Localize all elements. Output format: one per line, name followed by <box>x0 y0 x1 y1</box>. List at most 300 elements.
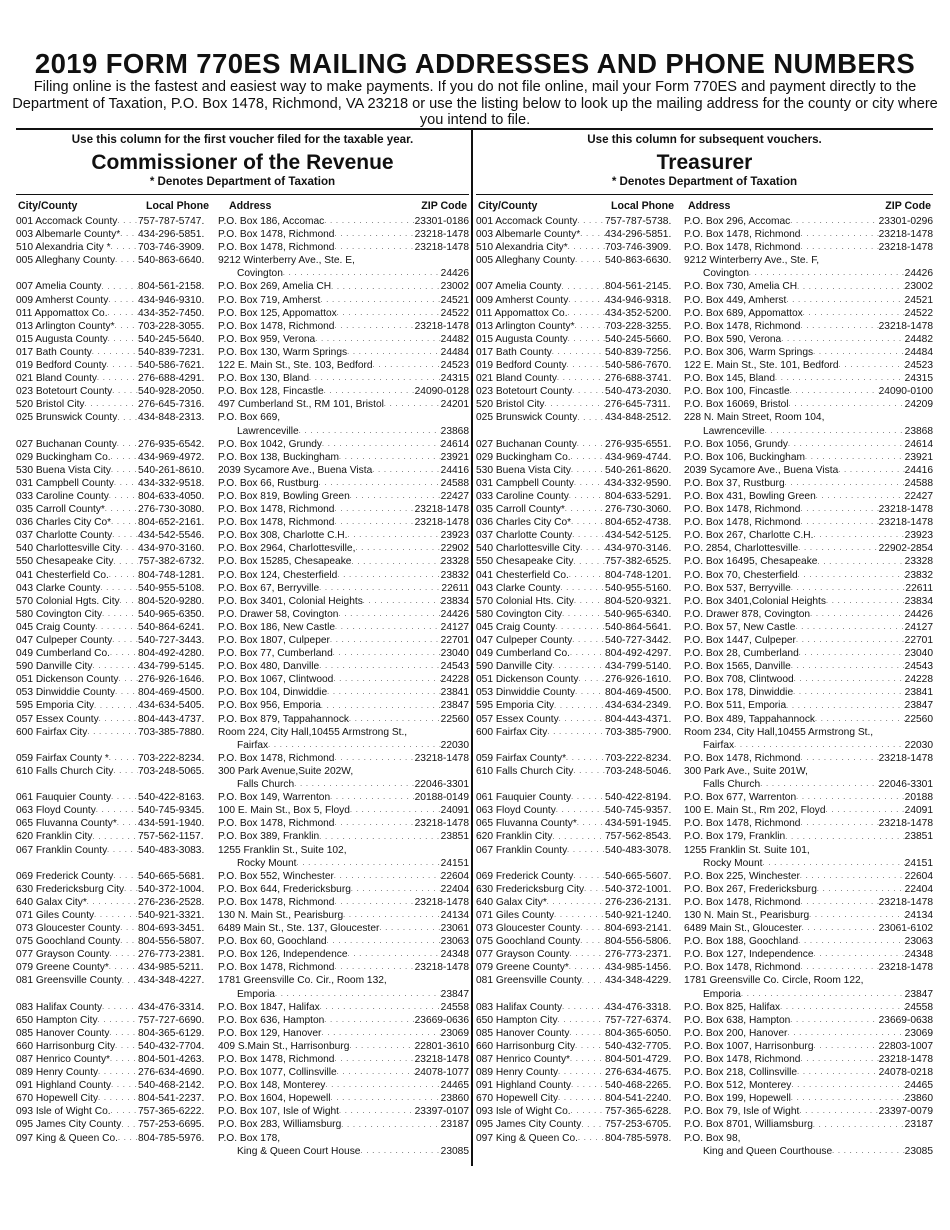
city-leader <box>476 909 605 922</box>
address-cell <box>218 333 469 346</box>
local-phone: 540-665-5681 <box>138 870 202 882</box>
dot-leader <box>562 281 605 294</box>
dot-leader <box>577 412 605 425</box>
city-name: 079 Greene County* <box>16 962 109 974</box>
address-leader <box>684 739 933 752</box>
phone-cell <box>138 857 218 870</box>
phone-sep: . <box>201 1014 205 1026</box>
zip-code: 23841 <box>904 687 933 699</box>
phone-leader <box>605 1001 684 1014</box>
phone-leader <box>605 215 684 228</box>
address-leader <box>684 752 933 765</box>
city-cell <box>16 254 138 267</box>
table-row <box>476 241 933 254</box>
phone-sep: . <box>201 1054 205 1065</box>
address-cell <box>684 542 933 555</box>
zip-code: 24465 <box>904 1080 933 1092</box>
left-table-header <box>16 200 469 215</box>
city-leader <box>476 974 605 987</box>
dot-leader <box>577 438 605 451</box>
dot-leader <box>579 673 605 686</box>
dot-leader <box>119 673 138 686</box>
table-row <box>16 320 469 333</box>
address-cell <box>684 294 933 307</box>
dot-leader <box>124 883 138 896</box>
city-cell <box>476 647 605 660</box>
local-phone: 757-727-6690 <box>138 1014 202 1026</box>
mailing-address: P.O. Box 225, Winchester <box>684 870 800 882</box>
table-row <box>476 582 933 595</box>
city-leader <box>16 621 138 634</box>
city-name: 007 Amelia County <box>476 281 562 293</box>
table-row <box>476 320 933 333</box>
zip-code: 23851 <box>904 831 933 843</box>
local-phone: 703-228-3255 <box>605 320 669 332</box>
address-leader <box>684 569 933 582</box>
city-cell <box>16 490 138 503</box>
table-row <box>16 1079 469 1092</box>
phone-sep: . <box>201 1001 205 1013</box>
address-cell <box>684 1118 933 1131</box>
table-row <box>16 1053 469 1066</box>
phone-leader <box>605 228 684 241</box>
city-leader <box>16 555 138 568</box>
dot-leader <box>795 621 904 634</box>
city-leader <box>476 765 605 778</box>
dot-leader <box>122 975 138 988</box>
mailing-address: P.O. Box 590, Verona <box>684 333 782 345</box>
city-leader <box>476 294 605 307</box>
city-cell <box>476 726 605 739</box>
dot-leader <box>110 647 138 660</box>
address-cell <box>684 974 933 987</box>
table-row <box>476 621 933 634</box>
address-leader <box>218 477 469 490</box>
dot-leader <box>560 582 605 595</box>
local-phone: 540-432-7705 <box>605 1040 669 1052</box>
mailing-address: P.O. Box 1067, Clintwood <box>218 674 334 686</box>
phone-sep: . <box>201 517 205 529</box>
phone-cell <box>138 346 218 359</box>
dot-leader <box>786 700 905 713</box>
table-row <box>16 307 469 320</box>
dot-leader <box>319 582 441 595</box>
phone-cell <box>138 411 218 424</box>
phone-sep: . <box>668 1067 672 1079</box>
phone-cell <box>138 791 218 804</box>
table-row <box>476 935 933 948</box>
mailing-address: P.O. Box 186, Accomac <box>218 216 325 227</box>
table-row <box>476 438 933 451</box>
phone-sep: . <box>201 923 205 935</box>
dot-leader <box>781 333 904 346</box>
header-phone: Local Phone <box>611 200 674 212</box>
phone-leader <box>138 346 218 359</box>
zip-code: 24134 <box>904 909 933 921</box>
local-phone: 434-985-5211 <box>138 962 201 974</box>
city-name: 031 Campbell County <box>476 477 574 489</box>
phone-sep: . <box>201 765 205 777</box>
phone-sep: . <box>668 883 672 895</box>
local-phone: 757-562-8543 <box>605 831 669 843</box>
zip-code: 24522 <box>904 307 933 319</box>
phone-sep: . <box>668 582 672 594</box>
city-cell <box>476 752 605 765</box>
mailing-address: P.O. Box 148, Monterey <box>218 1080 326 1092</box>
zip-code: 22902 <box>440 543 469 555</box>
phone-sep: . <box>201 792 205 804</box>
address-cell <box>218 713 469 726</box>
address-leader <box>218 516 469 529</box>
city-leader <box>16 673 138 686</box>
zip-code: 23218-1478 <box>414 229 469 241</box>
document-title: 2019 FORM 770ES MAILING ADDRESSES AND PHONE NUMBERS <box>34 48 916 79</box>
phone-sep: . <box>201 909 205 921</box>
address-leader <box>218 647 469 660</box>
city-cell <box>476 1001 605 1014</box>
dot-leader <box>802 922 879 935</box>
city-name: 033 Caroline County <box>476 490 569 502</box>
phone-cell <box>605 752 684 765</box>
city-leader <box>476 385 605 398</box>
city-leader <box>16 844 138 857</box>
phone-sep: . <box>668 216 672 227</box>
phone-sep: . <box>668 464 672 476</box>
address-cell <box>218 660 469 673</box>
phone-cell <box>138 490 218 503</box>
city-name: 061 Fauquier County <box>16 792 112 804</box>
address-leader <box>684 713 933 726</box>
header-address: Address <box>688 200 731 212</box>
local-phone: 804-652-2161 <box>138 517 202 529</box>
phone-cell <box>605 830 684 843</box>
city-leader <box>476 451 605 464</box>
local-phone: 276-773-2371 <box>605 949 669 961</box>
table-row <box>16 398 469 411</box>
address-cell <box>218 909 469 922</box>
phone-sep: . <box>201 713 205 725</box>
city-name: 035 Carroll County* <box>476 504 565 516</box>
table-row <box>16 359 469 372</box>
phone-sep: . <box>201 530 205 542</box>
phone-leader <box>605 713 684 726</box>
local-phone: 434-848-2313 <box>138 412 202 424</box>
table-row <box>476 307 933 320</box>
mailing-address: 409 S.Main St., Harrisonburg <box>218 1040 350 1052</box>
phone-sep: . <box>668 648 672 660</box>
phone-sep: . <box>668 504 672 516</box>
address-cell <box>218 922 469 935</box>
city-name: 093 Isle of Wight Co. <box>16 1106 111 1118</box>
city-name: 069 Frederick County <box>16 870 114 882</box>
city-cell <box>16 752 138 765</box>
mailing-address: P.O. Box 145, Bland <box>684 373 775 385</box>
city-name: 017 Bath County <box>16 346 92 358</box>
address-cell <box>218 647 469 660</box>
city-leader <box>476 673 605 686</box>
dot-leader <box>120 228 138 241</box>
local-phone: 276-773-2381 <box>138 949 202 961</box>
phone-leader <box>138 647 218 660</box>
city-cell <box>476 438 605 451</box>
city-cell <box>476 1027 605 1040</box>
phone-sep: . <box>201 818 205 830</box>
local-phone: 434-969-4972 <box>138 451 202 463</box>
dot-leader <box>350 804 441 817</box>
city-cell <box>16 1079 138 1092</box>
mailing-address: P.O. Box 1056, Grundy <box>684 438 789 450</box>
table-row <box>16 870 469 883</box>
address-cell <box>218 739 469 752</box>
city-cell <box>16 765 138 778</box>
city-cell <box>16 621 138 634</box>
phone-cell <box>605 1132 684 1145</box>
local-phone: 434-296-5851 <box>138 229 202 241</box>
city-leader <box>16 294 138 307</box>
phone-cell <box>605 477 684 490</box>
dot-leader <box>384 398 441 411</box>
phone-leader <box>605 438 684 451</box>
zip-code: 23085 <box>440 1145 469 1157</box>
address-leader <box>218 778 469 791</box>
city-leader <box>476 215 605 228</box>
phone-sep: . <box>201 1067 205 1079</box>
phone-cell <box>138 896 218 909</box>
city-name: 620 Franklin City <box>16 831 93 843</box>
address-leader <box>684 254 933 267</box>
phone-cell <box>605 1118 684 1131</box>
local-phone: 540-665-5607 <box>605 870 669 882</box>
dot-leader <box>816 490 905 503</box>
dot-leader <box>94 700 138 713</box>
phone-sep: . <box>668 412 672 424</box>
table-row <box>16 634 469 647</box>
dot-leader <box>373 359 441 372</box>
table-row <box>476 1053 933 1066</box>
local-phone: 804-541-2237 <box>138 1093 202 1105</box>
zip-code: 24558 <box>904 1001 933 1013</box>
dot-leader <box>330 791 414 804</box>
mailing-address: P.O. Box 1478, Richmond <box>218 229 335 241</box>
table-row <box>16 346 469 359</box>
city-name: 083 Halifax County <box>476 1001 563 1013</box>
table-row <box>16 1105 469 1118</box>
local-phone: 276-688-4291 <box>138 373 202 385</box>
phone-leader <box>138 948 218 961</box>
phone-cell <box>605 870 684 883</box>
phone-sep: . <box>201 229 205 241</box>
zip-code: 24426 <box>440 268 469 280</box>
mailing-address: P.O. Box 1478, Richmond <box>684 896 801 908</box>
table-row <box>16 988 469 1001</box>
zip-code: 23218-1478 <box>414 320 469 332</box>
dot-leader <box>803 307 905 320</box>
address-leader <box>218 621 469 634</box>
address-leader <box>684 778 933 791</box>
dot-leader <box>333 647 441 660</box>
phone-leader <box>605 372 684 385</box>
mailing-address: P.O. Box 106, Buckingham <box>684 451 805 463</box>
dot-leader <box>85 398 138 411</box>
phone-sep: . <box>201 360 205 372</box>
phone-cell <box>138 1092 218 1105</box>
phone-leader <box>605 516 684 529</box>
city-leader <box>16 791 138 804</box>
city-cell <box>16 307 138 320</box>
mailing-address: P.O. Box 1007, Harrisonburg <box>684 1040 814 1052</box>
address-cell <box>218 215 469 228</box>
city-name: 075 Goochland County <box>16 936 121 948</box>
dot-leader <box>120 922 138 935</box>
phone-cell <box>605 451 684 464</box>
table-row <box>16 804 469 817</box>
phone-cell <box>138 333 218 346</box>
city-name: 590 Danville City <box>16 661 93 673</box>
address-leader <box>218 320 469 333</box>
mailing-address: P.O. Box 218, Collinsville <box>684 1067 798 1079</box>
local-phone: 757-253-6705 <box>605 1119 669 1131</box>
city-cell <box>16 1040 138 1053</box>
address-cell <box>218 555 469 568</box>
dot-leader <box>110 1053 138 1066</box>
local-phone: 804-520-9280 <box>138 595 202 607</box>
phone-leader <box>605 634 684 647</box>
table-row <box>476 346 933 359</box>
city-cell <box>476 922 605 935</box>
zip-code: 22560 <box>904 713 933 725</box>
address-leader <box>218 804 469 817</box>
address-leader <box>218 267 469 280</box>
phone-sep: . <box>668 543 672 555</box>
phone-cell <box>605 241 684 254</box>
phone-leader <box>138 1014 218 1027</box>
phone-cell <box>605 1079 684 1092</box>
phone-sep: . <box>668 818 672 830</box>
phone-cell <box>138 1001 218 1014</box>
mailing-address: P.O. Box 819, Bowling Green <box>218 490 350 502</box>
dot-leader <box>115 320 138 333</box>
phone-cell <box>605 267 684 280</box>
phone-cell <box>605 228 684 241</box>
local-phone: 703-385-7900 <box>605 726 669 738</box>
mailing-address: 6489 Main St., Gloucester <box>684 923 802 935</box>
phone-leader <box>605 1105 684 1118</box>
phone-sep: . <box>668 1040 672 1052</box>
city-leader <box>476 608 605 621</box>
city-name: 029 Buckingham Co. <box>476 451 571 463</box>
phone-sep: . <box>668 595 672 607</box>
phone-sep: . <box>668 1106 672 1118</box>
zip-code: 23069 <box>440 1027 469 1039</box>
address-cell <box>218 307 469 320</box>
table-row <box>16 490 469 503</box>
phone-leader <box>605 686 684 699</box>
city-leader <box>16 1079 138 1092</box>
address-cell <box>218 254 469 267</box>
phone-cell <box>605 1053 684 1066</box>
mailing-address: P.O. Box 126, Independence <box>218 949 348 961</box>
dot-leader <box>814 948 905 961</box>
dot-leader <box>762 857 904 870</box>
table-row <box>476 778 933 791</box>
dot-leader <box>97 372 138 385</box>
mailing-address: 300 Park Avenue,Suite 202W, <box>218 765 354 777</box>
mailing-address: 122 E. Main St., Ste. 101, Bedford <box>684 360 839 372</box>
local-phone: 540-864-5641 <box>605 621 669 633</box>
zip-code: 22701 <box>440 635 469 646</box>
phone-cell <box>138 385 218 398</box>
phone-leader <box>605 398 684 411</box>
mailing-address: 1255 Franklin St., Suite 102, <box>218 844 347 856</box>
phone-leader <box>605 555 684 568</box>
phone-cell <box>138 1118 218 1131</box>
dot-leader <box>575 1040 605 1053</box>
phone-leader <box>138 713 218 726</box>
phone-leader <box>138 215 218 228</box>
phone-cell <box>605 529 684 542</box>
city-cell <box>476 909 605 922</box>
table-row <box>16 516 469 529</box>
phone-cell <box>605 490 684 503</box>
table-row <box>476 883 933 896</box>
zip-code: 24416 <box>904 464 933 476</box>
address-cell <box>684 765 933 778</box>
table-row <box>476 398 933 411</box>
address-cell <box>218 359 469 372</box>
address-cell <box>684 438 933 451</box>
address-cell <box>218 516 469 529</box>
city-name: 047 Culpeper County <box>16 635 113 646</box>
city-leader <box>476 1001 605 1014</box>
dot-leader <box>805 451 905 464</box>
local-phone: 276-935-6551 <box>605 438 669 450</box>
table-row <box>476 974 933 987</box>
address-leader <box>218 503 469 516</box>
address-cell <box>684 660 933 673</box>
mailing-address: P.O. Box 689, Appomattox <box>684 307 803 319</box>
city-name: 001 Accomack County <box>16 216 118 227</box>
phone-leader <box>138 320 218 333</box>
mailing-address: 9212 Winterberry Ave., Ste. F, <box>684 255 820 267</box>
left-column-heading: Commissioner of the Revenue <box>91 151 394 174</box>
phone-sep: . <box>668 962 672 974</box>
phone-cell <box>605 857 684 870</box>
phone-cell <box>138 870 218 883</box>
dot-leader <box>547 726 605 739</box>
address-cell <box>684 555 933 568</box>
table-row <box>476 660 933 673</box>
phone-leader <box>138 464 218 477</box>
address-cell <box>218 988 469 1001</box>
address-continuation: Covington <box>703 268 749 280</box>
address-cell <box>684 686 933 699</box>
local-phone: 540-921-1240 <box>605 909 669 921</box>
address-leader <box>684 1053 933 1066</box>
city-leader <box>476 241 605 254</box>
local-phone: 434-352-5200 <box>605 307 669 319</box>
address-cell <box>684 595 933 608</box>
city-cell <box>476 516 605 529</box>
phone-cell <box>138 988 218 1001</box>
table-row <box>16 438 469 451</box>
dot-leader <box>334 503 414 516</box>
city-cell <box>476 778 605 791</box>
zip-code: 23218-1478 <box>414 1054 469 1065</box>
left-column-subheading: * Denotes Department of Taxation <box>149 175 336 188</box>
phone-leader <box>605 307 684 320</box>
dot-leader <box>347 529 440 542</box>
dot-leader <box>334 228 414 241</box>
